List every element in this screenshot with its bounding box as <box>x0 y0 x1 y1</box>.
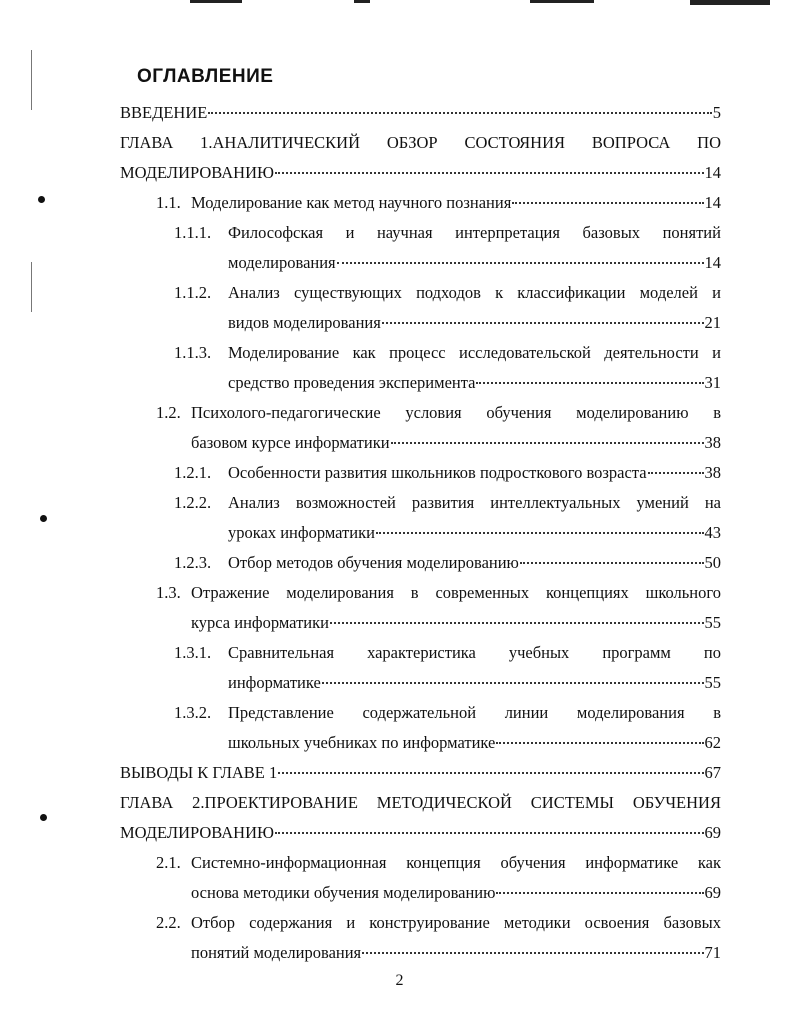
toc-word: содержательной <box>362 703 477 722</box>
toc-page-number: 14 <box>704 253 721 272</box>
toc-word: ОБЗОР <box>386 133 438 152</box>
toc-word: концепция <box>406 853 481 872</box>
toc-section-number: 1.3.2. <box>174 703 212 722</box>
toc-word: моделей <box>639 283 698 302</box>
toc-entry-continuation <box>120 818 721 848</box>
toc-entry-line <box>120 788 721 818</box>
toc-word: как <box>697 853 721 872</box>
toc-page-number: 21 <box>704 313 721 332</box>
toc-entry <box>228 458 721 488</box>
scan-punch-dot <box>38 196 45 203</box>
toc-word: характеристика <box>367 643 476 662</box>
toc-word: Системно-информационная <box>191 853 387 872</box>
toc-word: Сравнительная <box>228 643 335 662</box>
toc-entry-line <box>191 398 721 428</box>
toc-word: возможностей <box>295 493 396 512</box>
toc-word: как <box>352 343 376 362</box>
toc-word: и <box>712 283 721 302</box>
toc-title: ОГЛАВЛЕНИЕ <box>137 66 274 87</box>
toc-word: СИСТЕМЫ <box>530 793 614 812</box>
scan-margin-line <box>31 262 32 312</box>
toc-word: и <box>346 913 356 932</box>
toc-entry-text: ВЫВОДЫ К ГЛАВЕ 1 <box>120 763 278 782</box>
page-number: 2 <box>395 972 404 989</box>
dot-leader <box>337 262 704 264</box>
toc-word: и <box>712 343 721 362</box>
toc-page-number: 62 <box>704 733 721 752</box>
toc-word: ВОПРОСА <box>591 133 671 152</box>
toc-page-number: 50 <box>704 553 721 572</box>
dot-leader <box>278 772 703 774</box>
toc-section-number: 1.1.3. <box>174 343 212 362</box>
dot-leader <box>648 472 704 474</box>
toc-entry-text: основа методики обучения моделированию <box>191 883 496 902</box>
toc-entry-text: ВВЕДЕНИЕ <box>120 103 208 122</box>
toc-section-number: 1.3. <box>156 583 181 602</box>
toc-entry-continuation <box>120 158 721 188</box>
toc-word: линии <box>504 703 549 722</box>
toc-word: условия <box>405 403 462 422</box>
toc-page-number: 14 <box>704 163 721 182</box>
toc-entry-text: средство проведения эксперимента <box>228 373 476 392</box>
toc-word: деятельности <box>604 343 699 362</box>
toc-entry-continuation <box>228 368 721 398</box>
dot-leader <box>330 622 704 624</box>
scan-punch-dot <box>40 515 47 522</box>
toc-entry-text: курса информатики <box>191 613 329 632</box>
dot-leader <box>322 682 704 684</box>
toc-entry-continuation <box>191 428 721 458</box>
toc-word: конструирование <box>369 913 490 932</box>
toc-word: концепциях <box>546 583 629 602</box>
toc-word: ПО <box>697 133 721 152</box>
toc-entry <box>120 98 721 128</box>
scan-top-edge <box>0 0 799 12</box>
toc-entry-line <box>191 848 721 878</box>
toc-entry-text: понятий моделирования <box>191 943 362 962</box>
toc-page-number: 5 <box>712 103 721 122</box>
toc-word: исследовательской <box>459 343 591 362</box>
toc-word: моделирования <box>576 703 685 722</box>
toc-entry <box>191 188 721 218</box>
toc-entry-line <box>228 218 721 248</box>
toc-entry-text: Особенности развития школьников подросткового возраста <box>228 463 647 482</box>
toc-word: по <box>703 643 721 662</box>
toc-entry-continuation <box>191 878 721 908</box>
toc-word: Представление <box>228 703 334 722</box>
toc-entry-text: МОДЕЛИРОВАНИЮ <box>120 823 274 842</box>
toc-page-number: 31 <box>704 373 721 392</box>
toc-section-number: 1.1.2. <box>174 283 212 302</box>
scan-artifact <box>190 0 242 3</box>
toc-word: ГЛАВА <box>120 133 174 152</box>
toc-section-number: 1.2.1. <box>174 463 212 482</box>
toc-entry-line <box>228 698 721 728</box>
dot-leader <box>382 322 704 324</box>
toc-entry-continuation <box>228 308 721 338</box>
dot-leader <box>275 832 704 834</box>
toc-entry-text: информатике <box>228 673 321 692</box>
toc-entry <box>120 758 721 788</box>
toc-entry-text: моделирования <box>228 253 336 272</box>
dot-leader <box>275 172 704 174</box>
toc-word: моделированию <box>576 403 689 422</box>
toc-entry <box>228 548 721 578</box>
scan-artifact <box>354 0 370 3</box>
scan-margin-line <box>31 50 32 110</box>
toc-entry-text: школьных учебниках по информатике <box>228 733 496 752</box>
dot-leader <box>476 382 703 384</box>
toc-word: ГЛАВА <box>120 793 174 812</box>
toc-word: СОСТОЯНИЯ <box>464 133 566 152</box>
toc-word: существующих <box>293 283 402 302</box>
toc-section-number: 2.2. <box>156 913 181 932</box>
toc-entry-text: Отбор методов обучения моделированию <box>228 553 519 572</box>
toc-entry-continuation <box>228 728 721 758</box>
dot-leader <box>496 892 703 894</box>
toc-entry-text: Моделирование как метод научного познания <box>191 193 512 212</box>
toc-word: Анализ <box>228 283 280 302</box>
toc-word: понятий <box>662 223 721 242</box>
toc-entry-text: видов моделирования <box>228 313 381 332</box>
toc-word: Психолого-педагогические <box>191 403 381 422</box>
toc-page-number: 55 <box>704 673 721 692</box>
toc-entry-continuation <box>228 518 721 548</box>
dot-leader <box>391 442 704 444</box>
toc-word: на <box>704 493 721 512</box>
toc-page-number: 38 <box>704 463 721 482</box>
toc-section-number: 1.1.1. <box>174 223 212 242</box>
toc-section-number: 1.3.1. <box>174 643 212 662</box>
toc-entry-continuation <box>228 248 721 278</box>
toc-entry-continuation <box>191 938 721 968</box>
toc-section-number: 2.1. <box>156 853 181 872</box>
toc-word: классификации <box>517 283 626 302</box>
toc-page-number: 14 <box>704 193 721 212</box>
toc-entry-text: уроках информатики <box>228 523 375 542</box>
toc-word: процесс <box>389 343 446 362</box>
toc-page-number: 43 <box>704 523 721 542</box>
scan-punch-dot <box>40 814 47 821</box>
toc-section-number: 1.2. <box>156 403 181 422</box>
toc-entry-text: базовом курсе информатики <box>191 433 390 452</box>
toc-entry-line <box>120 128 721 158</box>
toc-word: содержания <box>249 913 333 932</box>
toc-word: подходов <box>416 283 481 302</box>
toc-word: программ <box>602 643 671 662</box>
toc-page-number: 69 <box>704 823 721 842</box>
toc-entry-line <box>191 578 721 608</box>
toc-entry-line <box>228 338 721 368</box>
toc-entry-line <box>228 488 721 518</box>
toc-word: к <box>495 283 504 302</box>
toc-word: базовых <box>663 913 721 932</box>
toc-word: методики <box>503 913 571 932</box>
toc-page-number: 38 <box>704 433 721 452</box>
toc-section-number: 1.2.2. <box>174 493 212 512</box>
toc-entry-line <box>228 638 721 668</box>
toc-page-number: 55 <box>704 613 721 632</box>
toc-word: в <box>713 403 721 422</box>
dot-leader <box>520 562 704 564</box>
toc-entry-line <box>191 908 721 938</box>
dot-leader <box>376 532 704 534</box>
toc-entry-continuation <box>228 668 721 698</box>
toc-entry-text: МОДЕЛИРОВАНИЮ <box>120 163 274 182</box>
toc-word: обучения <box>500 853 566 872</box>
toc-word: современных <box>435 583 530 602</box>
toc-word: научная <box>376 223 433 242</box>
toc-word: 1.АНАЛИТИЧЕСКИЙ <box>200 133 361 152</box>
dot-leader <box>496 742 703 744</box>
toc-word: в <box>410 583 419 602</box>
scan-artifact <box>530 0 594 3</box>
toc-word: учебных <box>508 643 570 662</box>
toc-word: базовых <box>582 223 641 242</box>
scan-artifact <box>690 0 770 5</box>
toc-word: Моделирование <box>228 343 340 362</box>
toc-word: умений <box>636 493 689 512</box>
toc-word: интеллектуальных <box>490 493 621 512</box>
toc-word: Анализ <box>228 493 280 512</box>
toc-word: 2.ПРОЕКТИРОВАНИЕ <box>192 793 358 812</box>
toc-word: ОБУЧЕНИЯ <box>632 793 721 812</box>
toc-entry-continuation <box>191 608 721 638</box>
toc-page-number: 69 <box>704 883 721 902</box>
toc-word: Философская <box>228 223 324 242</box>
dot-leader <box>208 112 711 114</box>
toc-page-number: 67 <box>704 763 721 782</box>
toc-section-number: 1.2.3. <box>174 553 212 572</box>
toc-section-number: 1.1. <box>156 193 181 212</box>
dot-leader <box>362 952 703 954</box>
dot-leader <box>512 202 703 204</box>
toc-page-number: 71 <box>704 943 721 962</box>
toc-word: школьного <box>645 583 721 602</box>
toc-word: обучения <box>486 403 552 422</box>
toc-word: информатике <box>585 853 679 872</box>
toc-word: развития <box>411 493 475 512</box>
toc-word: моделирования <box>286 583 394 602</box>
toc-word: Отражение <box>191 583 270 602</box>
toc-word: в <box>713 703 721 722</box>
toc-word: МЕТОДИЧЕСКОЙ <box>376 793 512 812</box>
toc-word: освоения <box>584 913 650 932</box>
toc-word: Отбор <box>191 913 236 932</box>
toc-word: и <box>345 223 355 242</box>
toc-word: интерпретация <box>455 223 560 242</box>
toc-entry-line <box>228 278 721 308</box>
